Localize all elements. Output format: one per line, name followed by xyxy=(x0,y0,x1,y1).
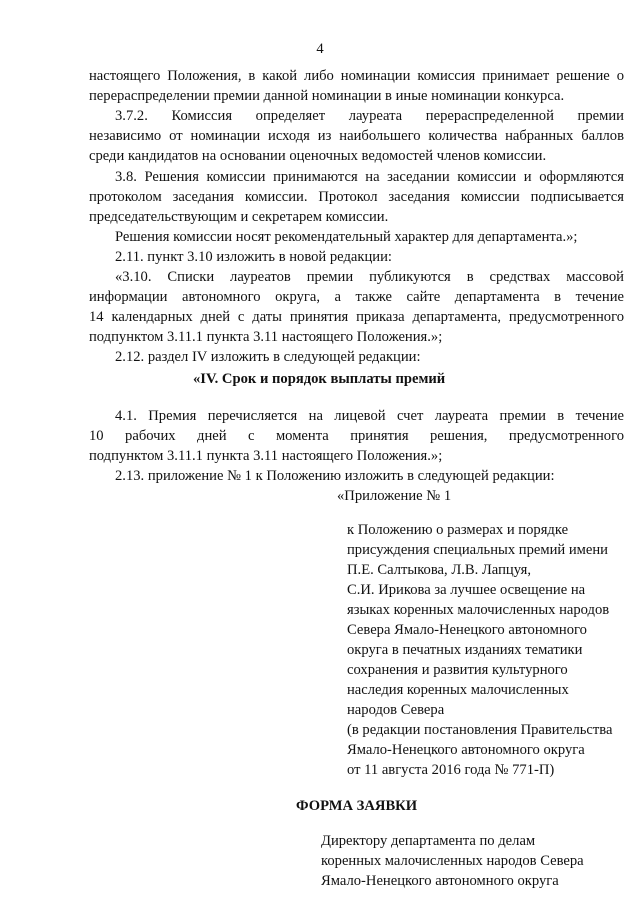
paragraph-line: 2.12. раздел IV изложить в следующей редакции: xyxy=(115,349,421,365)
appendix-line: С.И. Ирикова за лучшее освещение на xyxy=(347,582,586,598)
section-heading: «IV. Срок и порядок выплаты премий xyxy=(193,371,446,387)
paragraph-line: протоколом заседания комиссии. Протокол заседания комиссии подписывается xyxy=(89,189,624,205)
appendix-line: языках коренных малочисленных народов xyxy=(347,602,610,618)
recipient-line: коренных малочисленных народов Севера xyxy=(321,853,584,869)
appendix-line: наследия коренных малочисленных xyxy=(347,682,569,698)
paragraph-line: 4.1. Премия перечисляется на лицевой счет лауреата премии в течение xyxy=(115,408,624,424)
appendix-line: округа в печатных изданиях тематики xyxy=(347,642,583,658)
paragraph-line: 2.11. пункт 3.10 изложить в новой редакции: xyxy=(115,249,392,265)
recipient-line: Ямало-Ненецкого автономного округа xyxy=(321,873,559,889)
paragraph-line: 3.7.2. Комиссия определяет лауреата перераспределенной премии xyxy=(115,108,624,124)
paragraph-line: Решения комиссии носят рекомендательный характер для департамента.»; xyxy=(115,229,578,245)
appendix-line: (в редакции постановления Правительства xyxy=(347,722,613,738)
recipient-line: Директору департамента по делам xyxy=(321,833,536,849)
paragraph-line: 14 календарных дней с даты принятия приказа департамента, предусмотренного xyxy=(89,309,624,325)
appendix-line: присуждения специальных премий имени xyxy=(347,542,608,558)
paragraph-line: перераспределении премии данной номинации в иные номинации конкурса. xyxy=(89,88,565,104)
appendix-title: «Приложение № 1 xyxy=(337,488,452,504)
paragraph-line: информации автономного округа, а также сайте департамента в течение xyxy=(89,289,624,305)
paragraph-line: среди кандидатов на основании оценочных ведомостей членов комиссии. xyxy=(89,148,547,164)
appendix-line: от 11 августа 2016 года № 771-П) xyxy=(347,762,555,778)
form-title: ФОРМА ЗАЯВКИ xyxy=(296,798,418,814)
paragraph-line: независимо от номинации исходя из наибольшего количества набранных баллов xyxy=(89,128,624,144)
paragraph-line: «3.10. Списки лауреатов премии публикуются в средствах массовой xyxy=(115,269,624,285)
appendix-line: П.Е. Салтыкова, Л.В. Лапцуя, xyxy=(347,562,531,578)
paragraph-line: подпунктом 3.11.1 пункта 3.11 настоящего Положения.»; xyxy=(89,329,443,345)
paragraph-line: председательствующим и секретарем комиссии. xyxy=(89,209,389,225)
page-number: 4 xyxy=(316,41,324,57)
appendix-line: Севера Ямало-Ненецкого автономного xyxy=(347,622,587,638)
appendix-line: к Положению о размерах и порядке xyxy=(347,522,569,538)
paragraph-line: 3.8. Решения комиссии принимаются на заседании комиссии и оформляются xyxy=(115,169,624,185)
appendix-line: народов Севера xyxy=(347,702,445,718)
appendix-line: Ямало-Ненецкого автономного округа xyxy=(347,742,585,758)
paragraph-line: 2.13. приложение № 1 к Положению изложить в следующей редакции: xyxy=(115,468,555,484)
paragraph-line: 10 рабочих дней с момента принятия решения, предусмотренного xyxy=(89,428,624,444)
appendix-line: сохранения и развития культурного xyxy=(347,662,568,678)
paragraph-line: настоящего Положения, в какой либо номинации комиссия принимает решение о xyxy=(89,68,624,84)
paragraph-line: подпунктом 3.11.1 пункта 3.11 настоящего Положения.»; xyxy=(89,448,443,464)
